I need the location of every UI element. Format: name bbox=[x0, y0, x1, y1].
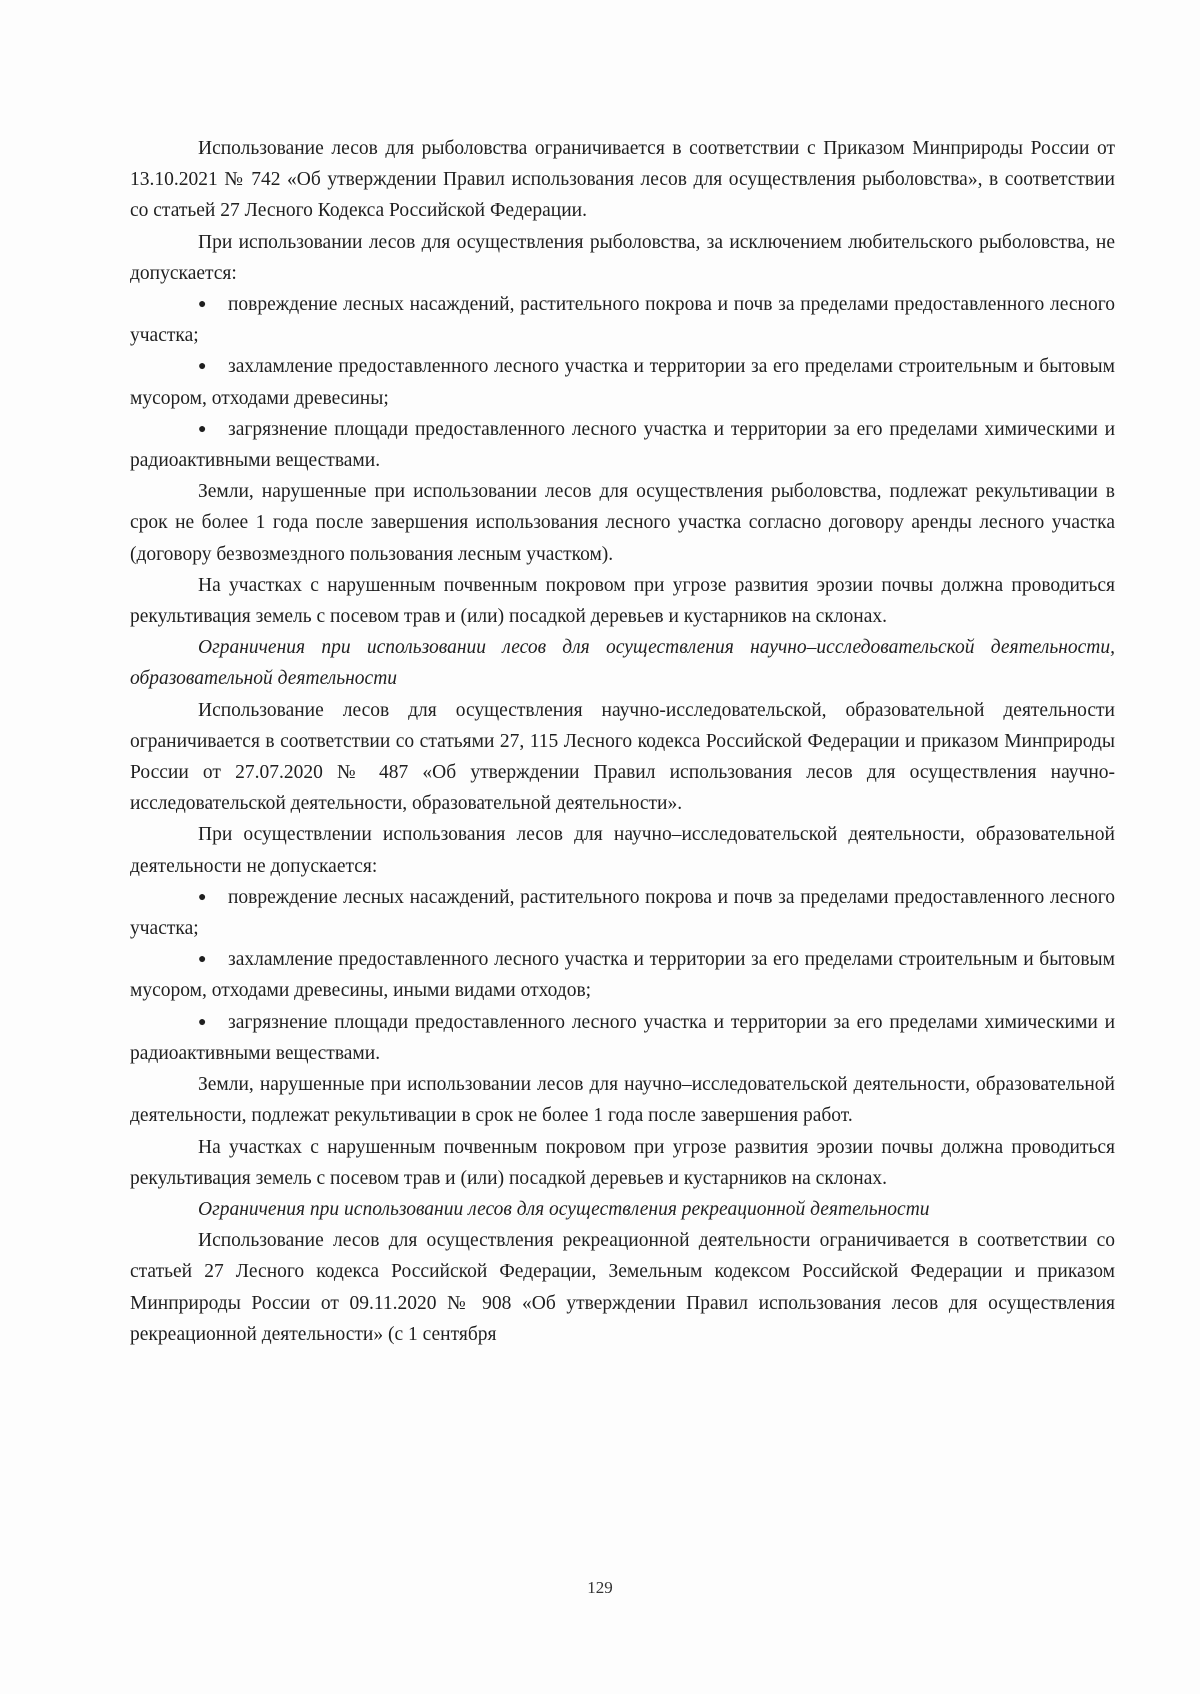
list-item-text: загрязнение площади предоставленного лесного участка и территории за его пределами химическими и радиоактивными веществами. bbox=[130, 1011, 1115, 1064]
body-paragraph: Использование лесов для рыболовства ограничивается в соответствии с Приказом Минприроды России от 13.10.2021 № 742 «Об утверждении Правил использования лесов для осуществления рыболовства», в соответствии со статьей 27 Лесного Кодекса Российской Федерации. bbox=[130, 138, 1115, 222]
bullet-icon: ● bbox=[198, 421, 207, 437]
bullet-icon: ● bbox=[198, 297, 207, 313]
bullet-icon: ● bbox=[198, 952, 207, 968]
body-paragraph: Использование лесов для осуществления рекреационной деятельности ограничивается в соответствии со статьей 27 Лесного кодекса Российской Федерации, Земельным кодексом Российской Федерации и приказом Минприроды России от 09.11.2020 № 908 «Об утверждении Правил использования лесов для осуществления рекреационной деятельности» (с 1 сентября bbox=[130, 1230, 1115, 1345]
list-item bbox=[130, 882, 1115, 944]
list-item bbox=[130, 289, 1115, 351]
bullet-icon: ● bbox=[198, 1014, 207, 1030]
page-number: 129 bbox=[587, 1578, 613, 1597]
section-heading: Ограничения при использовании лесов для осуществления научно–исследовательской деятельности, образовательной деятельности bbox=[130, 637, 1115, 690]
body-paragraph: На участках с нарушенным почвенным покровом при угрозе развития эрозии почвы должна проводиться рекультивация земель с посевом трав и (или) посадкой деревьев и кустарников на склонах. bbox=[130, 1136, 1115, 1189]
body-paragraph: При осуществлении использования лесов для научно–исследовательской деятельности, образовательной деятельности не допускается: bbox=[130, 824, 1115, 877]
list-item bbox=[130, 944, 1115, 1006]
body-paragraph: Земли, нарушенные при использовании лесов для осуществления рыболовства, подлежат рекультивации в срок не более 1 года после завершения использования лесного участка согласно договору аренды лесного участка (договору безвозмездного пользования лесным участком). bbox=[130, 481, 1115, 565]
list-item bbox=[130, 414, 1115, 476]
list-item-text: захламление предоставленного лесного участка и территории за его пределами строительным и бытовым мусором, отходами древесины; bbox=[130, 356, 1115, 409]
body-paragraph: На участках с нарушенным почвенным покровом при угрозе развития эрозии почвы должна проводиться рекультивация земель с посевом трав и (или) посадкой деревьев и кустарников на склонах. bbox=[130, 574, 1115, 628]
bullet-icon: ● bbox=[198, 359, 207, 375]
bullet-icon: ● bbox=[198, 889, 207, 905]
list-item-text: захламление предоставленного лесного участка и территории за его пределами строительным и бытовым мусором, отходами древесины, иными видами отходов; bbox=[130, 949, 1115, 1002]
list-item-text: загрязнение площади предоставленного лесного участка и территории за его пределами химическими и радиоактивными веществами. bbox=[130, 418, 1115, 472]
list-item-text: повреждение лесных насаждений, растительного покрова и почв за пределами предоставленного лесного участка; bbox=[130, 294, 1115, 347]
body-paragraph: Использование лесов для осуществления научно-исследовательской, образовательной деятельности ограничивается в соответствии со статьями 27, 115 Лесного кодекса Российской Федерации и приказом Минприроды России от 27.07.2020 № 487 «Об утверждении Правил использования лесов для осуществления научно-исследовательской деятельности, образовательной деятельности». bbox=[130, 699, 1115, 815]
section-heading: Ограничения при использовании лесов для осуществления рекреационной деятельности bbox=[198, 1198, 930, 1220]
body-paragraph: Земли, нарушенные при использовании лесов для научно–исследовательской деятельности, образовательной деятельности, подлежат рекультивации в срок не более 1 года после завершения работ. bbox=[130, 1074, 1115, 1127]
body-paragraph: При использовании лесов для осуществления рыболовства, за исключением любительского рыболовства, не допускается: bbox=[130, 231, 1115, 284]
list-item-text: повреждение лесных насаждений, растительного покрова и почв за пределами предоставленного лесного участка; bbox=[130, 886, 1115, 940]
list-item bbox=[130, 1007, 1115, 1069]
document-body bbox=[130, 133, 1115, 1350]
list-item bbox=[130, 351, 1115, 413]
